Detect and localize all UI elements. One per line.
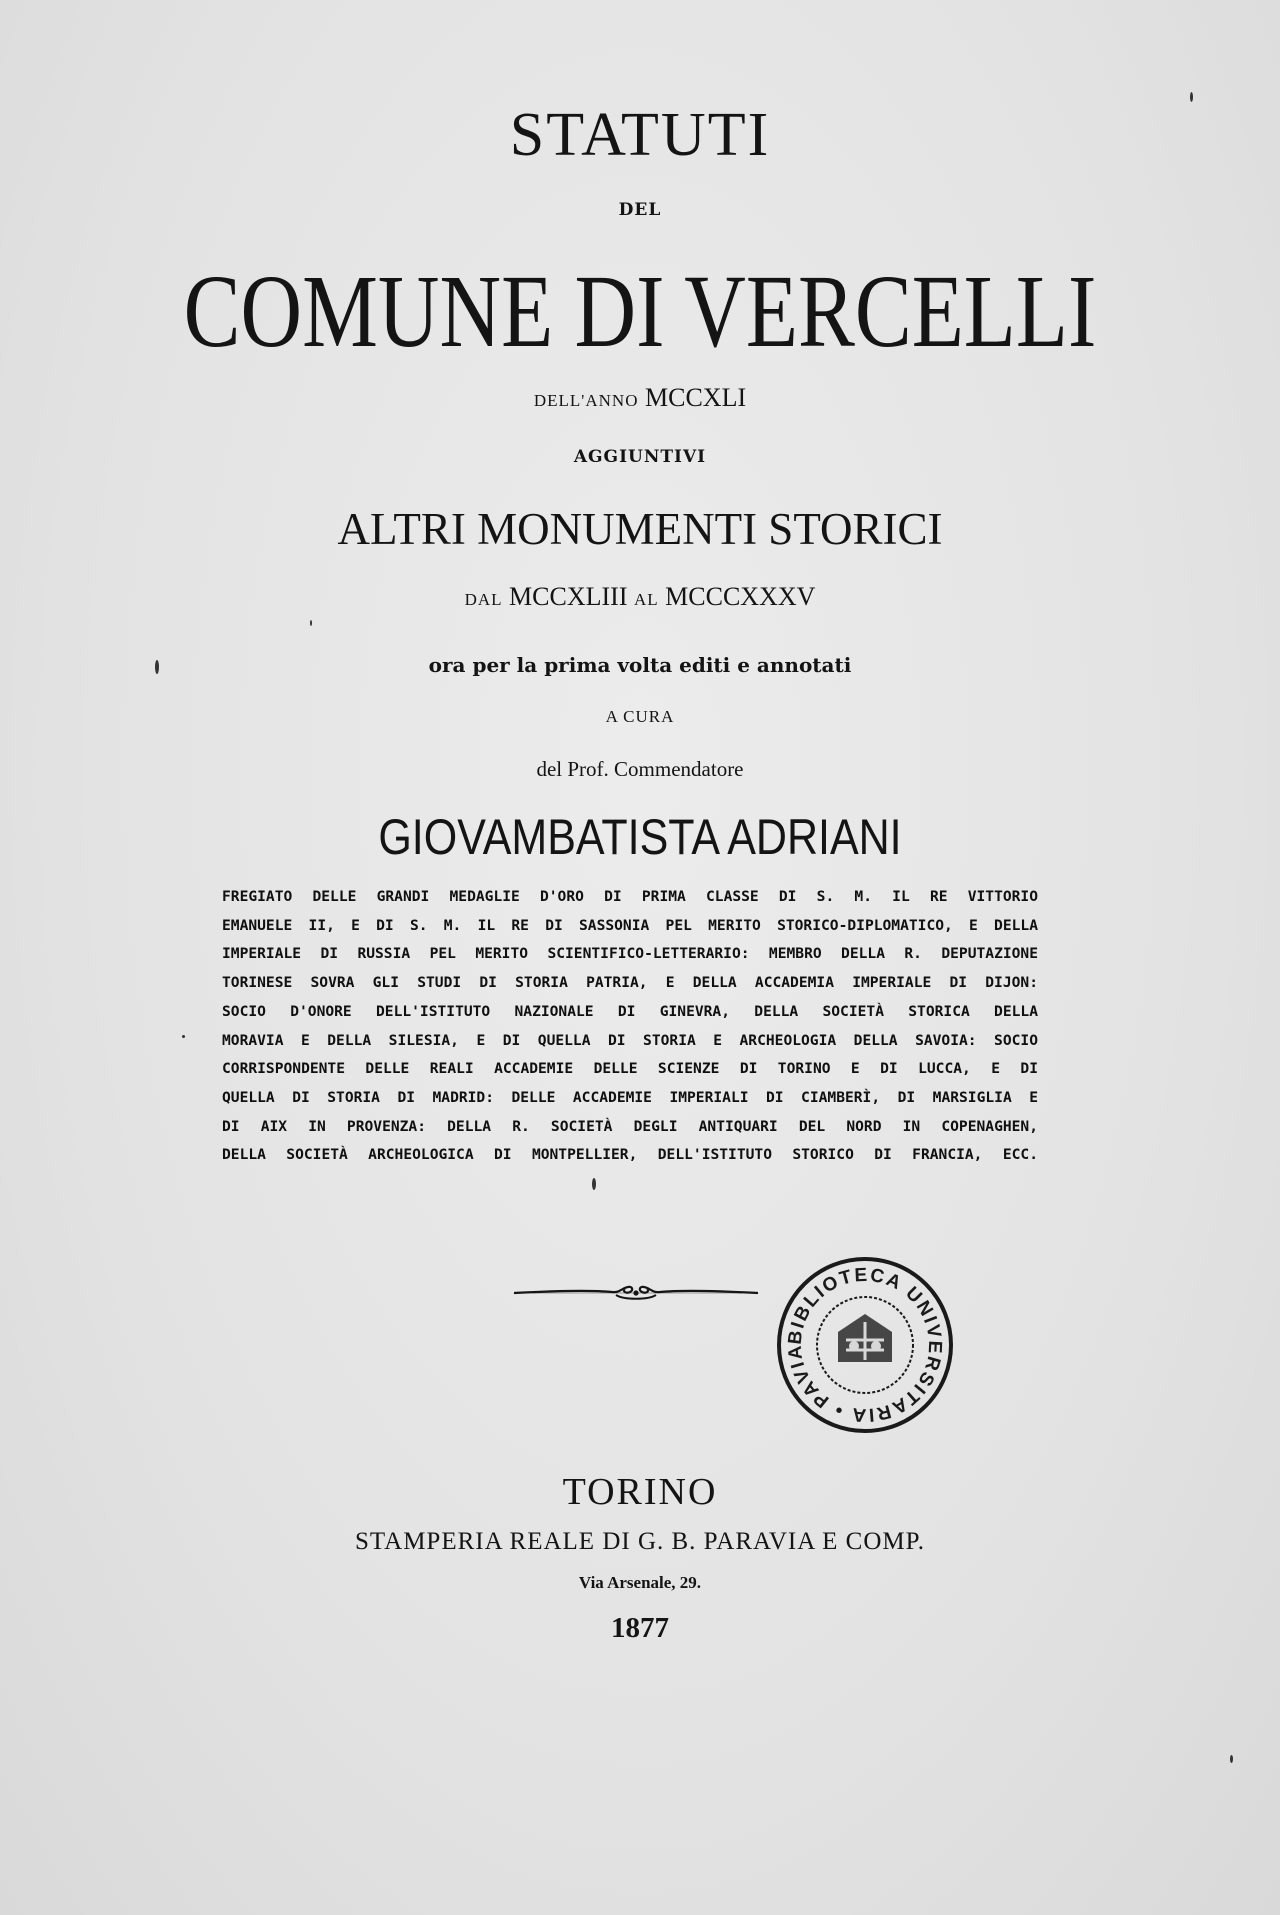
paper-speck [155, 660, 159, 674]
date-range-end: MCCCXXXV [665, 582, 816, 611]
author-credentials [222, 883, 1038, 1170]
library-stamp [770, 1250, 960, 1440]
title-statuti: STATUTI [509, 101, 771, 169]
title-prof-commendatore: del Prof. Commendatore [536, 757, 744, 781]
ornament-divider [512, 1278, 760, 1308]
paper-speck [1230, 1755, 1233, 1763]
title-edition-note: ora per la prima volta editi e annotati [428, 653, 852, 677]
credentials-line: IMPERIALE DI RUSSIA PEL MERITO SCIENTIFICO-LETTERARIO: MEMBRO DELLA R. DEPUTAZIONE [222, 945, 1038, 963]
credentials-line: MORAVIA E DELLA SILESIA, E DI QUELLA DI STORIA E ARCHEOLOGIA DELLA SAVOIA: SOCIO [222, 1031, 1038, 1049]
credentials-line: CORRISPONDENTE DELLE REALI ACCADEMIE DELLE SCIENZE DI TORINO E DI LUCCA, E DI [222, 1060, 1038, 1078]
title-year-prefix: DELL'ANNO [533, 391, 639, 410]
imprint-printer: STAMPERIA REALE DI G. B. PARAVIA E COMP. [354, 1528, 926, 1555]
credentials-line: SOCIO D'ONORE DELL'ISTITUTO NAZIONALE DI GINEVRA, DELLA SOCIETÀ STORICA DELLA [222, 1002, 1038, 1020]
credentials-line: DI AIX IN PROVENZA: DELLA R. SOCIETÀ DEGLI ANTIQUARI DEL NORD IN COPENAGHEN, [222, 1117, 1038, 1135]
author-name: GIOVAMBATISTA ADRIANI [378, 809, 902, 865]
title-altri-monumenti: ALTRI MONUMENTI STORICI [337, 504, 943, 554]
title-year-line [0, 383, 1280, 413]
title-del: DEL [618, 200, 662, 220]
imprint-city: TORINO [562, 1471, 718, 1513]
stamp-crest-icon [838, 1314, 892, 1362]
paper-speck [1190, 92, 1193, 102]
imprint-year: 1877 [611, 1612, 669, 1644]
title-aggiuntivi: AGGIUNTIVI [573, 447, 707, 467]
credentials-line: EMANUELE II, E DI S. M. IL RE DI SASSONIA PEL MERITO STORICO-DIPLOMATICO, E DELLA [222, 916, 1038, 934]
date-range-dal: DAL [464, 590, 503, 609]
stamp-text: BIBLIOTECA UNIVERSITARIA • PAVIA [784, 1264, 946, 1426]
date-range-start: MCCXLIII [509, 582, 628, 611]
paper-speck [182, 1035, 185, 1038]
imprint-address: Via Arsenale, 29. [578, 1573, 702, 1592]
credentials-line: DELLA SOCIETÀ ARCHEOLOGICA DI MONTPELLIER, DELL'ISTITUTO STORICO DI FRANCIA, ECC. [222, 1146, 1038, 1164]
credentials-line: FREGIATO DELLE GRANDI MEDAGLIE D'ORO DI PRIMA CLASSE DI S. M. IL RE VITTORIO [222, 888, 1038, 905]
date-range-al: AL [633, 590, 659, 609]
credentials-line: TORINESE SOVRA GLI STUDI DI STORIA PATRIA, E DELLA ACCADEMIA IMPERIALE DI DIJON: [222, 974, 1038, 992]
paper-speck [592, 1178, 596, 1190]
title-comune-di-vercelli: COMUNE DI VERCELLI [183, 254, 1097, 369]
title-year-roman: MCCXLI [644, 383, 747, 412]
title-a-cura: A CURA [605, 707, 675, 726]
title-date-range [0, 582, 1280, 612]
paper-speck [310, 620, 312, 626]
credentials-line: QUELLA DI STORIA DI MADRID: DELLE ACCADEMIE IMPERIALI DI CIAMBERÌ, DI MARSIGLIA E [222, 1088, 1038, 1106]
